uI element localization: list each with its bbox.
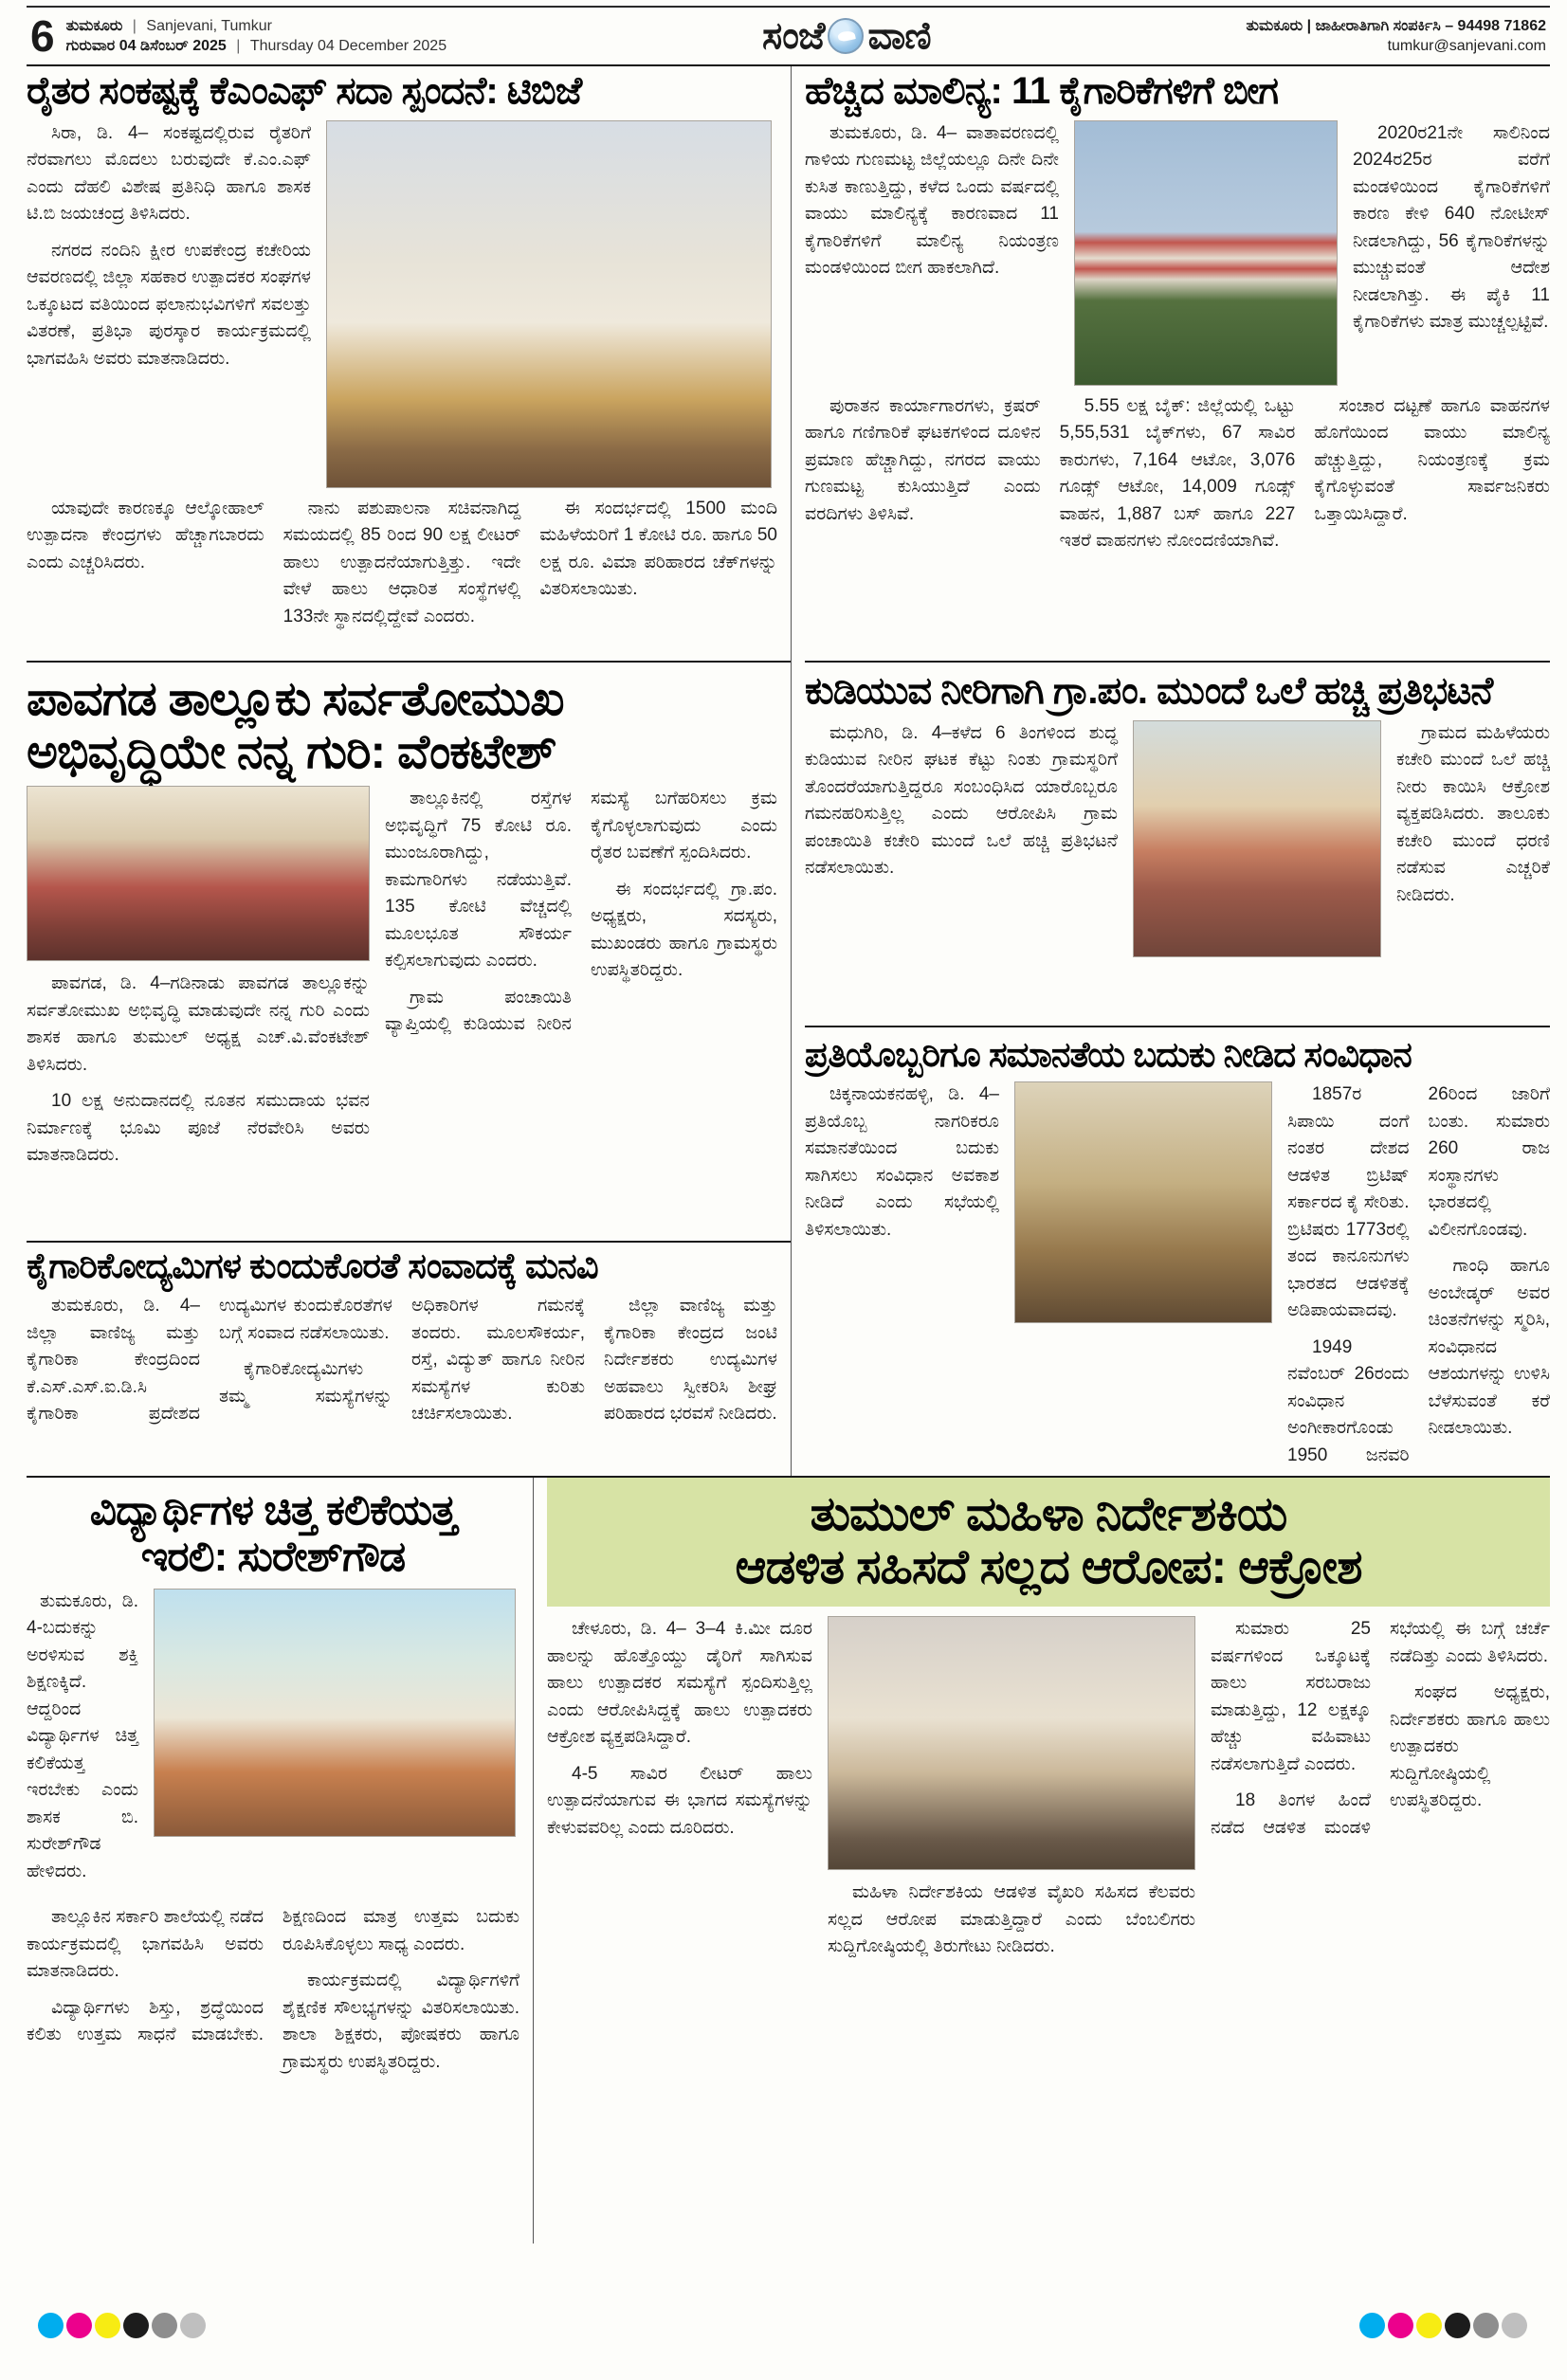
paragraph: ಗಾಂಧಿ ಹಾಗೂ ಅಂಬೇಡ್ಕರ್ ಅವರ ಚಿಂತನೆಗಳನ್ನು ಸ್ಮರಿಸಿ, ಸಂವಿಧಾನದ ಆಶಯಗಳನ್ನು ಉಳಿಸಿ ಬೆಳೆಸುವಂತೆ ಕರೆ ನೀಡಲಾಯಿತು. <box>1428 1256 1550 1439</box>
factory-photo <box>1074 120 1338 386</box>
date-en: Thursday 04 December 2025 <box>249 37 447 54</box>
print-registration-marks-right <box>1359 2313 1527 2338</box>
newspaper-logo <box>762 15 931 58</box>
article-tumul-headline-line2: ಆಡಳಿತ ಸಹಿಸದೆ ಸಲ್ಲದ ಆರೋಪ: ಆಕ್ರೋಶ <box>735 1540 1362 1593</box>
date-kn: ಗುರುವಾರ 04 ಡಿಸೆಂಬರ್ 2025 <box>65 37 227 54</box>
paragraph: ಸಂಘದ ಅಧ್ಯಕ್ಷರು, ನಿರ್ದೇಶಕರು ಹಾಗೂ ಹಾಲು ಉತ್ಪಾದಕರು ಸುದ್ದಿಗೋಷ್ಠಿಯಲ್ಲಿ ಉಪಸ್ಥಿತರಿದ್ದರು. <box>1390 1682 1550 1810</box>
article-constitution-headline: ಪ್ರತಿಯೊಬ್ಬರಿಗೂ ಸಮಾನತೆಯ ಬದುಕು ನೀಡಿದ ಸಂವಿಧಾನ <box>805 1035 1412 1074</box>
article-water-headline: ಕುಡಿಯುವ ನೀರಿಗಾಗಿ ಗ್ರಾ.ಪಂ. ಮುಂದೆ ಒಲೆ ಹಚ್ಚಿ ಪ್ರತಿಭಟನೆ <box>805 670 1493 712</box>
paragraph: ವಿದ್ಯಾರ್ಥಿಗಳು ಶಿಸ್ತು, ಶ್ರದ್ಧೆಯಿಂದ ಕಲಿತು ಉತ್ತಮ ಸಾಧನೆ ಮಾಡಬೇಕು. ಶಿಕ್ಷಣದಿಂದ ಮಾತ್ರ ಉತ್ತಮ ಬದುಕು ರೂಪಿಸಿಕೊಳ್ಳಲು ಸಾಧ್ಯ ಎಂದರು. <box>27 1907 519 2045</box>
registration-dot <box>152 2313 177 2338</box>
paragraph: ಪಾವಗಡ, ಡಿ. 4–ಗಡಿನಾಡು ಪಾವಗಡ ತಾಲ್ಲೂಕನ್ನು ಸರ್ವತೋಮುಖ ಅಭಿವೃದ್ಧಿ ಮಾಡುವುದೇ ನನ್ನ ಗುರಿ ಎಂದು ಶಾಸಕ ಹಾಗೂ ತುಮುಲ್ ಅಧ್ಯಕ್ಷ ಎಚ್.ವಿ.ವೆಂಕಟೇಶ್ ತಿಳಿಸಿದರು. <box>27 973 370 1075</box>
article-pollution <box>792 66 1550 661</box>
registration-dot <box>38 2313 64 2338</box>
paragraph: ಸಿರಾ, ಡಿ. 4– ಸಂಕಷ್ಟದಲ್ಲಿರುವ ರೈತರಿಗೆ ನೆರವಾಗಲು ಮೊದಲು ಬರುವುದೇ ಕೆ.ಎಂ.ಎಫ್ ಎಂದು ದೆಹಲಿ ವಿಶೇಷ ಪ್ರತಿನಿಧಿ ಹಾಗೂ ಶಾಸಕ ಟಿ.ಬಿ ಜಯಚಂದ್ರ ತಿಳಿಸಿದರು. <box>27 122 311 225</box>
paragraph: 1857ರ ಸಿಪಾಯಿ ದಂಗೆ ನಂತರ ದೇಶದ ಆಡಳಿತ ಬ್ರಿಟಿಷ್ ಸರ್ಕಾರದ ಕೈ ಸೇರಿತು. ಬ್ರಿಟಿಷರು 1773ರಲ್ಲಿ ತಂದ ಕಾನೂನುಗಳು ಭಾರತದ ಆಡಳಿತಕ್ಕೆ ಅಡಿಪಾಯವಾದವು. <box>1287 1084 1410 1321</box>
paragraph: 5.55 ಲಕ್ಷ ಬೈಕ್: ಜಿಲ್ಲೆಯಲ್ಲಿ ಒಟ್ಟು 5,55,531 ಬೈಕ್‌ಗಳು, 67 ಸಾವಿರ ಕಾರುಗಳು, 7,164 ಆಟೋ, 3,076 ಗೂಡ್ಸ್ ಆಟೋ, 14,009 ಗೂಡ್ಸ್ ವಾಹನ, 1,887 ಬಸ್ ಹಾಗೂ 227 ಇತರೆ ವಾಹನಗಳು ನೋಂದಣಿಯಾಗಿವೆ. <box>1059 395 1296 552</box>
paragraph: ಗ್ರಾಮ ಪಂಚಾಯಿತಿ ವ್ಯಾಪ್ತಿಯಲ್ಲಿ ಕುಡಿಯುವ ನೀರಿನ ಸಮಸ್ಯೆ ಬಗೆಹರಿಸಲು ಕ್ರಮ ಕೈಗೊಳ್ಳಲಾಗುವುದು ಎಂದು ರೈತರ ಬವಣೆಗೆ ಸ್ಪಂದಿಸಿದರು. <box>385 789 777 1034</box>
school-event-photo <box>154 1589 516 1837</box>
paragraph: 2020ರ21ನೇ ಸಾಲಿನಿಂದ 2024ರ25ರ ವರೆಗೆ ಮಂಡಳಿಯಿಂದ ಕೈಗಾರಿಕೆಗಳಿಗೆ ಕಾರಣ ಕೇಳಿ 640 ನೋಟೀಸ್ ನೀಡಲಾಗಿದ್ದು, 56 ಕೈಗಾರಿಕೆಗಳನ್ನು ಮುಚ್ಚುವಂತೆ ಆದೇಶ ನೀಡಲಾಗಿತ್ತು. ಈ ಪೈಕಿ 11 ಕೈಗಾರಿಕೆಗಳು ಮಾತ್ರ ಮುಚ್ಚಲ್ಪಟ್ಟಿವೆ. <box>1353 122 1550 333</box>
paragraph: ಸುಮಾರು 25 ವರ್ಷಗಳಿಂದ ಒಕ್ಕೂಟಕ್ಕೆ ಹಾಲು ಸರಬರಾಜು ಮಾಡುತ್ತಿದ್ದು, 12 ಲಕ್ಷಕ್ಕೂ ಹೆಚ್ಚು ವಹಿವಾಟು ನಡೆಸಲಾಗುತ್ತಿದೆ ಎಂದರು. <box>1211 1619 1371 1774</box>
article-tumul-headline-line1: ತುಮುಲ್ ಮಹಿಳಾ ನಿರ್ದೇಶಕಿಯ <box>810 1487 1287 1540</box>
protest-photo <box>1133 720 1381 957</box>
paragraph: ಕಾರ್ಯಕ್ರಮದಲ್ಲಿ ವಿದ್ಯಾರ್ಥಿಗಳಿಗೆ ಶೈಕ್ಷಣಿಕ ಸೌಲಭ್ಯಗಳನ್ನು ವಿತರಿಸಲಾಯಿತು. ಶಾಲಾ ಶಿಕ್ಷಕರು, ಪೋಷಕರು ಹಾಗೂ ಗ್ರಾಮಸ್ಥರು ಉಪಸ್ಥಿತರಿದ್ದರು. <box>282 1971 519 2072</box>
separator: | <box>236 37 241 54</box>
paragraph: ಮಧುಗಿರಿ, ಡಿ. 4–ಕಳೆದ 6 ತಿಂಗಳಿಂದ ಶುದ್ಧ ಕುಡಿಯುವ ನೀರಿನ ಘಟಕ ಕೆಟ್ಟು ನಿಂತು ಗ್ರಾಮಸ್ಥರಿಗೆ ತೊಂದರೆಯಾಗುತ್ತಿದ್ದರೂ ಸಂಬಂಧಿಸಿದ ಯಾರೊಬ್ಬರೂ ಗಮನಹರಿಸುತ್ತಿಲ್ಲ ಎಂದು ಆರೋಪಿಸಿ ಗ್ರಾಮ ಪಂಚಾಯಿತಿ ಕಚೇರಿ ಮುಂದೆ ಒಲೆ ಹಚ್ಚಿ ಪ್ರತಿಭಟನೆ ನಡೆಸಲಾಯಿತು. <box>805 722 1118 879</box>
paragraph: 4-5 ಸಾವಿರ ಲೀಟರ್ ಹಾಲು ಉತ್ಪಾದನೆಯಾಗುವ ಈ ಭಾಗದ ಸಮಸ್ಯೆಗಳನ್ನು ಕೇಳುವವರಿಲ್ಲ ಎಂದು ದೂರಿದರು. <box>547 1763 812 1838</box>
paragraph: ಜಿಲ್ಲಾ ವಾಣಿಜ್ಯ ಮತ್ತು ಕೈಗಾರಿಕಾ ಕೇಂದ್ರದ ಜಂಟಿ ನಿರ್ದೇಶಕರು ಉದ್ಯಮಿಗಳ ಅಹವಾಲು ಸ್ವೀಕರಿಸಿ ಶೀಘ್ರ ಪರಿಹಾರದ ಭರವಸೆ ನೀಡಿದರು. <box>604 1296 777 1425</box>
dove-emblem-icon <box>828 18 864 54</box>
paragraph: ಈ ಸಂದರ್ಭದಲ್ಲಿ 1500 ಮಂದಿ ಮಹಿಳೆಯರಿಗೆ 1 ಕೋಟಿ ರೂ. ಹಾಗೂ 50 ಲಕ್ಷ ರೂ. ವಿಮಾ ಪರಿಹಾರದ ಚೆಕ್‌ಗಳನ್ನು ವಿತರಿಸಲಾಯಿತು. <box>539 498 777 600</box>
logo-text-left: ಸಂಜೆ <box>761 14 825 57</box>
paragraph: ಯಾವುದೇ ಕಾರಣಕ್ಕೂ ಆಲ್ಕೋಹಾಲ್ ಉತ್ಪಾದನಾ ಕೇಂದ್ರಗಳು ಹೆಚ್ಚಾಗಬಾರದು ಎಂದು ಎಚ್ಚರಿಸಿದರು. <box>27 498 264 572</box>
paragraph: ತಾಲ್ಲೂಕಿನ ಸರ್ಕಾರಿ ಶಾಲೆಯಲ್ಲಿ ನಡೆದ ಕಾರ್ಯಕ್ರಮದಲ್ಲಿ ಭಾಗವಹಿಸಿ ಅವರು ಮಾತನಾಡಿದರು. <box>27 1907 264 1982</box>
article-industry <box>27 1241 791 1476</box>
registration-dot <box>66 2313 92 2338</box>
meeting-hall-photo <box>1014 1081 1272 1323</box>
logo-text-right: ವಾಣಿ <box>867 14 931 57</box>
masthead <box>27 6 1550 66</box>
paragraph: ಚಿಕ್ಕನಾಯಕನಹಳ್ಳಿ, ಡಿ. 4– ಪ್ರತಿಯೊಬ್ಬ ನಾಗರಿಕರೂ ಸಮಾನತೆಯಿಂದ ಬದುಕು ಸಾಗಿಸಲು ಸಂವಿಧಾನ ಅವಕಾಶ ನೀಡಿದೆ ಎಂದು ಸಭೆಯಲ್ಲಿ ತಿಳಿಸಲಾಯಿತು. <box>805 1084 999 1240</box>
pavagada-event-photo <box>27 786 370 961</box>
article-pavagada <box>27 661 791 1241</box>
separator: | <box>132 17 137 34</box>
article-constitution <box>805 1026 1550 1476</box>
article-students <box>27 1478 534 2244</box>
article-pollution-headline: ಹೆಚ್ಚಿದ ಮಾಲಿನ್ಯ: 11 ಕೈಗಾರಿಕೆಗಳಿಗೆ ಬೀಗ <box>805 70 1278 112</box>
registration-dot <box>180 2313 206 2338</box>
paragraph: ತುಮಕೂರು, ಡಿ. 4– ಜಿಲ್ಲಾ ವಾಣಿಜ್ಯ ಮತ್ತು ಕೈಗಾರಿಕಾ ಕೇಂದ್ರದಿಂದ ಕೆ.ಎಸ್.ಎಸ್.ಐ.ಡಿ.ಸಿ ಕೈಗಾರಿಕಾ ಪ್ರದೇಶದ ಉದ್ಯಮಿಗಳ ಕುಂದುಕೊರತೆಗಳ ಬಗ್ಗೆ ಸಂವಾದ ನಡೆಸಲಾಯಿತು. <box>27 1296 392 1425</box>
paragraph: ತುಮಕೂರು, ಡಿ. 4– ವಾತಾವರಣದಲ್ಲಿ ಗಾಳಿಯ ಗುಣಮಟ್ಟ ಜಿಲ್ಲೆಯಲ್ಲೂ ದಿನೇ ದಿನೇ ಕುಸಿತ ಕಾಣುತ್ತಿದ್ದು, ಕಳೆದ ಒಂದು ವರ್ಷದಲ್ಲಿ ವಾಯು ಮಾಲಿನ್ಯಕ್ಕೆ ಕಾರಣವಾದ 11 ಕೈಗಾರಿಕೆಗಳಿಗೆ ಮಾಲಿನ್ಯ ನಿಯಂತ್ರಣ ಮಂಡಳಿಯಿಂದ ಬೀಗ ಹಾಕಲಾಗಿದೆ. <box>805 122 1059 279</box>
tumul-headline-band <box>547 1478 1550 1607</box>
paragraph: ನಾನು ಪಶುಪಾಲನಾ ಸಚಿವನಾಗಿದ್ದ ಸಮಯದಲ್ಲಿ 85 ರಿಂದ 90 ಲಕ್ಷ ಲೀಟರ್ ಹಾಲು ಉತ್ಪಾದನೆಯಾಗುತ್ತಿತ್ತು. ಇದೇ ವೇಳೆ ಹಾಲು ಆಧಾರಿತ ಸಂಸ್ಥೆಗಳಲ್ಲಿ 133ನೇ ಸ್ಥಾನದಲ್ಲಿದ್ದೇವೆ ಎಂದರು. <box>282 498 521 627</box>
article-tumul <box>534 1478 1550 2244</box>
article-students-headline-line2: ಇರಲಿ: ಸುರೇಶ್‌ಗೌಡ <box>140 1534 406 1581</box>
article-water-protest <box>805 661 1550 1026</box>
article-students-headline-line1: ವಿದ್ಯಾರ್ಥಿಗಳ ಚಿತ್ತ ಕಲಿಕೆಯತ್ತ <box>89 1487 457 1534</box>
advert-contact: ತುಮಕೂರು | ಜಾಹೀರಾತಿಗಾಗಿ ಸಂಪರ್ಕಿಸಿ – 94498 71862 <box>1246 17 1546 34</box>
registration-dot <box>1359 2313 1385 2338</box>
article-pavagada-headline-line1: ಪಾವಗಡ ತಾಲ್ಲೂಕು ಸರ್ವತೋಮುಖ <box>27 672 564 725</box>
page-number: 6 <box>30 11 55 61</box>
contact-email: tumkur@sanjevani.com <box>1387 37 1546 54</box>
article-pavagada-headline-line2: ಅಭಿವೃದ್ಧಿಯೇ ನನ್ನ ಗುರಿ: ವೆಂಕಟೇಶ್ <box>27 725 556 778</box>
registration-dot <box>1388 2313 1413 2338</box>
registration-dot <box>95 2313 120 2338</box>
press-meet-photo <box>828 1616 1195 1870</box>
article-kmf-headline: ರೈತರ ಸಂಕಷ್ಟಕ್ಕೆ ಕೆಎಂಎಫ್ ಸದಾ ಸ್ಪಂದನೆ: ಟಿಬಿಜೆ <box>27 70 582 112</box>
paragraph: ಪುರಾತನ ಕಾರ್ಯಾಗಾರಗಳು, ಕ್ರಷರ್ ಹಾಗೂ ಗಣಿಗಾರಿಕೆ ಘಟಕಗಳಿಂದ ದೂಳಿನ ಪ್ರಮಾಣ ಹೆಚ್ಚಾಗಿದ್ದು, ನಗರದ ವಾಯು ಗುಣಮಟ್ಟ ಕುಸಿಯುತ್ತಿದೆ ಎಂದು ವರದಿಗಳು ತಿಳಿಸಿವೆ. <box>805 395 1041 524</box>
article-kmf <box>27 66 792 661</box>
registration-dot <box>1416 2313 1442 2338</box>
paragraph: ಚೇಳೂರು, ಡಿ. 4– 3–4 ಕಿ.ಮೀ ದೂರ ಹಾಲನ್ನು ಹೊತ್ತೊಯ್ದು ಡೈರಿಗೆ ಸಾಗಿಸುವ ಹಾಲು ಉತ್ಪಾದಕರ ಸಮಸ್ಯೆಗೆ ಸ್ಪಂದಿಸುತ್ತಿಲ್ಲ ಎಂದು ಆರೋಪಿಸಿದ್ದಕ್ಕೆ ಹಾಲು ಉತ್ಪಾದಕರು ಆಕ್ರೋಶ ವ್ಯಕ್ತಪಡಿಸಿದ್ದಾರೆ. <box>547 1619 812 1747</box>
paragraph: ಗ್ರಾಮದ ಮಹಿಳೆಯರು ಕಚೇರಿ ಮುಂದೆ ಒಲೆ ಹಚ್ಚಿ ನೀರು ಕಾಯಿಸಿ ಆಕ್ರೋಶ ವ್ಯಕ್ತಪಡಿಸಿದರು. ತಾಲೂಕು ಕಚೇರಿ ಮುಂದೆ ಧರಣಿ ನಡೆಸುವ ಎಚ್ಚರಿಕೆ ನೀಡಿದರು. <box>1396 722 1550 905</box>
paragraph: ಕೈಗಾರಿಕೋದ್ಯಮಿಗಳು ತಮ್ಮ ಸಮಸ್ಯೆಗಳನ್ನು ಅಧಿಕಾರಿಗಳ ಗಮನಕ್ಕೆ ತಂದರು. ಮೂಲಸೌಕರ್ಯ, ರಸ್ತೆ, ವಿದ್ಯುತ್ ಹಾಗೂ ನೀರಿನ ಸಮಸ್ಯೆಗಳ ಕುರಿತು ಚರ್ಚಿಸಲಾಯಿತು. <box>219 1296 585 1425</box>
paragraph: 10 ಲಕ್ಷ ಅನುದಾನದಲ್ಲಿ ನೂತನ ಸಮುದಾಯ ಭವನ ನಿರ್ಮಾಣಕ್ಕೆ ಭೂಮಿ ಪೂಜೆ ನೆರವೇರಿಸಿ ಅವರು ಮಾತನಾಡಿದರು. <box>27 1091 370 1165</box>
registration-dot <box>1445 2313 1470 2338</box>
edition-name-en: Sanjevani, Tumkur <box>146 17 272 34</box>
paragraph: ಈ ಸಂದರ್ಭದಲ್ಲಿ ಗ್ರಾ.ಪಂ. ಅಧ್ಯಕ್ಷರು, ಸದಸ್ಯರು, ಮುಖಂಡರು ಹಾಗೂ ಗ್ರಾಮಸ್ಥರು ಉಪಸ್ಥಿತರಿದ್ದರು. <box>591 879 777 980</box>
registration-dot <box>123 2313 149 2338</box>
paragraph: ತಾಲ್ಲೂಕಿನಲ್ಲಿ ರಸ್ತೆಗಳ ಅಭಿವೃದ್ಧಿಗೆ 75 ಕೋಟಿ ರೂ. ಮುಂಜೂರಾಗಿದ್ದು, ಕಾಮಗಾರಿಗಳು ನಡೆಯುತ್ತಿವೆ. 135 ಕೋಟಿ ವೆಚ್ಚದಲ್ಲಿ ಮೂಲಭೂತ ಸೌಕರ್ಯ ಕಲ್ಪಿಸಲಾಗುವುದು ಎಂದರು. <box>385 789 572 971</box>
edition-name-kn: ತುಮಕೂರು <box>65 17 123 34</box>
paragraph: ತುಮಕೂರು, ಡಿ. 4-ಬದುಕನ್ನು ಅರಳಿಸುವ ಶಕ್ತಿ ಶಿಕ್ಷಣಕ್ಕಿದೆ. ಆದ್ದರಿಂದ ವಿದ್ಯಾರ್ಥಿಗಳ ಚಿತ್ತ ಕಲಿಕೆಯತ್ತ ಇರಬೇಕು ಎಂದು ಶಾಸಕ ಬಿ. ಸುರೇಶ್‌ಗೌಡ ಹೇಳಿದರು. <box>27 1590 138 1881</box>
registration-dot <box>1473 2313 1499 2338</box>
registration-dot <box>1502 2313 1527 2338</box>
print-registration-marks-left <box>38 2313 206 2338</box>
paragraph: 1949 ನವೆಂಬರ್ 26ರಂದು ಸಂವಿಧಾನ ಅಂಗೀಕಾರಗೊಂಡು 1950 ಜನವರಿ 26ರಿಂದ ಜಾರಿಗೆ ಬಂತು. ಸುಮಾರು 260 ರಾಜ ಸಂಸ್ಥಾನಗಳು ಭಾರತದಲ್ಲಿ ವಿಲೀನಗೊಂಡವು. <box>1287 1084 1550 1465</box>
paragraph: 18 ತಿಂಗಳ ಹಿಂದೆ ನಡೆದ ಆಡಳಿತ ಮಂಡಳಿ ಸಭೆಯಲ್ಲಿ ಈ ಬಗ್ಗೆ ಚರ್ಚೆ ನಡೆದಿತ್ತು ಎಂದು ತಿಳಿಸಿದರು. <box>1211 1619 1550 1838</box>
paragraph: ಸಂಚಾರ ದಟ್ಟಣೆ ಹಾಗೂ ವಾಹನಗಳ ಹೊಗೆಯಿಂದ ವಾಯು ಮಾಲಿನ್ಯ ಹೆಚ್ಚುತ್ತಿದ್ದು, ನಿಯಂತ್ರಣಕ್ಕೆ ಕ್ರಮ ಕೈಗೊಳ್ಳುವಂತೆ ಸಾರ್ವಜನಿಕರು ಒತ್ತಾಯಿಸಿದ್ದಾರೆ. <box>1314 395 1550 524</box>
paragraph: ನಗರದ ನಂದಿನಿ ಕ್ಷೀರ ಉಪಕೇಂದ್ರ ಕಚೇರಿಯ ಆವರಣದಲ್ಲಿ ಜಿಲ್ಲಾ ಸಹಕಾರ ಉತ್ಪಾದಕರ ಸಂಘಗಳ ಒಕ್ಕೂಟದ ವತಿಯಿಂದ ಫಲಾನುಭವಿಗಳಿಗೆ ಸವಲತ್ತು ವಿತರಣೆ, ಪ್ರತಿಭಾ ಪುರಸ್ಕಾರ ಕಾರ್ಯಕ್ರಮದಲ್ಲಿ ಭಾಗವಹಿಸಿ ಅವರು ಮಾತನಾಡಿದರು. <box>27 240 311 369</box>
article-industry-headline: ಕೈಗಾರಿಕೋದ್ಯಮಿಗಳ ಕುಂದುಕೊರತೆ ಸಂವಾದಕ್ಕೆ ಮನವಿ <box>27 1246 598 1285</box>
paragraph: ಮಹಿಳಾ ನಿರ್ದೇಶಕಿಯ ಆಡಳಿತ ವೈಖರಿ ಸಹಿಸದ ಕೆಲವರು ಸಲ್ಲದ ಆರೋಪ ಮಾಡುತ್ತಿದ್ದಾರೆ ಎಂದು ಬೆಂಬಲಿಗರು ಸುದ್ದಿಗೋಷ್ಠಿಯಲ್ಲಿ ತಿರುಗೇಟು ನೀಡಿದರು. <box>828 1882 1195 1956</box>
kmf-event-photo <box>326 120 772 488</box>
